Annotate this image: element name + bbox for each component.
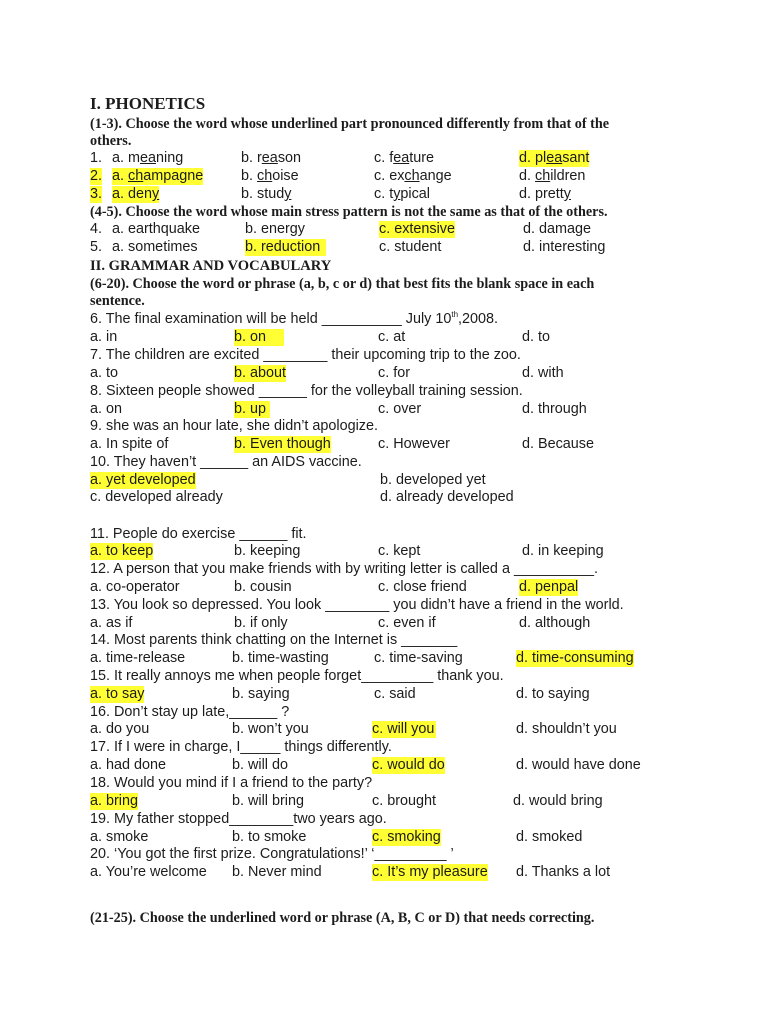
q7-option-a: a. to (90, 365, 119, 381)
q19-option-d: d. smoked (516, 829, 583, 845)
q14-option-b: b. time-wasting (232, 650, 329, 666)
question-15-stem: 15. It really annoys me when people forget_________ thank you. (90, 668, 504, 684)
q6-option-a: a. in (90, 329, 118, 345)
q18-option-b: b. will bring (232, 793, 304, 809)
q11-option-a: a. to keep (90, 543, 154, 559)
q12-option-a: a. co-operator (90, 579, 180, 595)
question-3-number: 3. (90, 186, 103, 202)
q11-option-c: c. kept (378, 543, 421, 559)
q9-option-a: a. In spite of (90, 436, 169, 452)
q9-option-c: c. However (378, 436, 450, 452)
q11-option-d: d. in keeping (522, 543, 604, 559)
question-20-stem: 20. ‘You got the first prize. Congratulations!’ ‘_________ ’ (90, 846, 454, 862)
q15-option-b: b. saying (232, 686, 290, 702)
q15-option-c: c. said (374, 686, 416, 702)
q3-option-a: a. deny (112, 186, 160, 202)
question-19-stem: 19. My father stopped________two years ago. (90, 811, 387, 827)
question-5-number: 5. (90, 239, 103, 255)
q12-option-b: b. cousin (234, 579, 292, 595)
q4-option-d: d. damage (523, 221, 592, 237)
q6-option-d: d. to (522, 329, 551, 345)
q15-option-a: a. to say (90, 686, 145, 702)
q18-option-d: d. would bring (513, 793, 603, 809)
q3-option-c: c. typical (374, 186, 431, 202)
q17-option-d: d. would have done (516, 757, 641, 773)
question-7-stem: 7. The children are excited ________ their upcoming trip to the zoo. (90, 347, 521, 363)
q2-option-d: d. children (519, 168, 586, 184)
q9-option-d: d. Because (522, 436, 595, 452)
q5-option-a: a. sometimes (112, 239, 198, 255)
section-title-phonetics: I. PHONETICS (90, 94, 206, 113)
q5-option-d: d. interesting (523, 239, 606, 255)
q4-option-a: a. earthquake (112, 221, 201, 237)
question-10-stem: 10. They haven’t ______ an AIDS vaccine. (90, 454, 362, 470)
q9-option-b: b. Even though (234, 436, 331, 452)
q18-option-a: a. bring (90, 793, 138, 809)
q10-option-a: a. yet developed (90, 472, 196, 488)
q8-option-b: b. up (234, 401, 270, 418)
q4-option-c: c. extensive (379, 221, 455, 237)
q18-option-c: c. brought (372, 793, 436, 809)
q20-option-b: b. Never mind (232, 864, 322, 880)
question-8-stem: 8. Sixteen people showed ______ for the volleyball training session. (90, 383, 523, 399)
q7-option-d: d. with (522, 365, 564, 381)
q1-option-c: c. feature (374, 150, 435, 166)
q7-option-c: c. for (378, 365, 410, 381)
q10-option-b: b. developed yet (380, 472, 486, 488)
q16-option-d: d. shouldn’t you (516, 721, 617, 737)
q16-option-c: c. will you (372, 721, 435, 737)
q7-option-b: b. about (234, 365, 287, 381)
section-title-grammar: II. GRAMMAR AND VOCABULARY (90, 258, 332, 274)
question-9-stem: 9. she was an hour late, she didn’t apologize. (90, 418, 379, 434)
q12-option-c: c. close friend (378, 579, 467, 595)
q17-option-a: a. had done (90, 757, 167, 773)
q19-option-a: a. smoke (90, 829, 149, 845)
question-17-stem: 17. If I were in charge, I_____ things differently. (90, 739, 392, 755)
question-16-stem: 16. Don’t stay up late,______ ? (90, 704, 290, 720)
q2-option-b: b. choise (241, 168, 299, 184)
q11-option-b: b. keeping (234, 543, 301, 559)
q5-option-b: b. reduction (245, 239, 326, 256)
q1-option-a: a. meaning (112, 150, 184, 166)
q16-option-a: a. do you (90, 721, 150, 737)
q15-option-d: d. to saying (516, 686, 590, 702)
q19-option-b: b. to smoke (232, 829, 307, 845)
q17-option-b: b. will do (232, 757, 288, 773)
instruction-grammar-line2: sentence. (90, 293, 145, 309)
q20-option-a: a. You’re welcome (90, 864, 207, 880)
q8-option-d: d. through (522, 401, 587, 417)
q13-option-d: d. although (519, 615, 591, 631)
q3-option-d: d. pretty (519, 186, 571, 202)
q20-option-d: d. Thanks a lot (516, 864, 611, 880)
q14-option-a: a. time-release (90, 650, 186, 666)
q6-option-c: c. at (378, 329, 406, 345)
q1-option-d: d. pleasant (519, 150, 590, 166)
q13-option-a: a. as if (90, 615, 133, 631)
instruction-phonetics-line2: others. (90, 133, 132, 149)
q10-option-d: d. already developed (380, 489, 514, 505)
q14-option-d: d. time-consuming (516, 650, 634, 666)
instruction-stress: (4-5). Choose the word whose main stress pattern is not the same as that of the others. (90, 204, 608, 220)
question-1-number: 1. (90, 150, 103, 166)
q4-option-b: b. energy (245, 221, 306, 237)
q19-option-c: c. smoking (372, 829, 441, 845)
q10-option-c: c. developed already (90, 489, 223, 505)
q8-option-c: c. over (378, 401, 422, 417)
question-11-stem: 11. People do exercise ______ fit. (90, 526, 307, 542)
q20-option-c: c. It’s my pleasure (372, 864, 488, 880)
q14-option-c: c. time-saving (374, 650, 463, 666)
instruction-grammar-line1: (6-20). Choose the word or phrase (a, b, c or d) that best fits the blank space in each (90, 276, 595, 292)
instruction-error-correction: (21-25). Choose the underlined word or phrase (A, B, C or D) that needs correcting. (90, 910, 595, 926)
q16-option-b: b. won’t you (232, 721, 309, 737)
q2-option-a: a. champagne (112, 168, 204, 184)
question-4-number: 4. (90, 221, 103, 237)
question-13-stem: 13. You look so depressed. You look ________ you didn’t have a friend in the world. (90, 597, 624, 613)
q12-option-d: d. penpal (519, 579, 579, 595)
q5-option-c: c. student (379, 239, 442, 255)
instruction-phonetics-line1: (1-3). Choose the word whose underlined part pronounced differently from that of the (90, 116, 610, 132)
question-12-stem: 12. A person that you make friends with by writing letter is called a __________. (90, 561, 598, 577)
q17-option-c: c. would do (372, 757, 445, 773)
q8-option-a: a. on (90, 401, 123, 417)
question-2-number: 2. (90, 168, 103, 184)
q6-option-b: b. on (234, 329, 284, 346)
q13-option-c: c. even if (378, 615, 436, 631)
question-6-stem: 6. The final examination will be held __________ July 10th,2008. (90, 310, 499, 327)
q3-option-b: b. study (241, 186, 292, 202)
question-14-stem: 14. Most parents think chatting on the Internet is _______ (90, 632, 458, 648)
q1-option-b: b. reason (241, 150, 302, 166)
q2-option-c: c. exchange (374, 168, 452, 184)
q13-option-b: b. if only (234, 615, 288, 631)
question-18-stem: 18. Would you mind if I a friend to the party? (90, 775, 373, 791)
